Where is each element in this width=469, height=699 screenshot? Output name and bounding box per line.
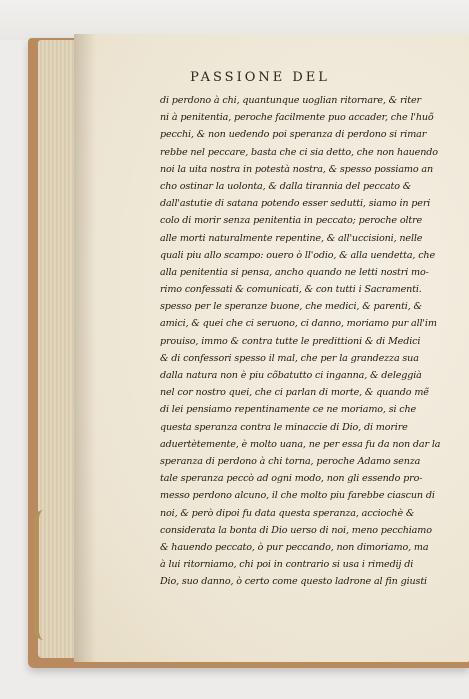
text-line: tale speranza peccò ad ogni modo, non gli essendo pro- [160, 473, 423, 485]
text-line: ni à penitentia, peroche facilmente puo accader, che l'huõ [160, 112, 434, 124]
text-line: aduertètemente, è molto uana, ne per essa fu da non dar la [160, 438, 441, 450]
text-line: considerata la bonta di Dio uerso di noi, meno pecchiamo [160, 524, 432, 536]
text-line: quali piu allo scampo: ouero ò ll'odio, & alla uendetta, che [160, 249, 435, 261]
text-line: alla penitentia si pensa, ancho quando ne letti nostri mo- [160, 266, 429, 278]
text-line: rimo confessati & comunicati, & con tutti i Sacramenti. [160, 284, 422, 296]
text-line: di lei pensiamo repentinamente ce ne moriamo, si che [160, 404, 417, 416]
text-line: prouiso, immo & contra tutte le predittioni & di Medici [160, 335, 421, 347]
text-line: spesso per le speranze buone, che medici, & parenti, & [160, 301, 422, 313]
text-line: noi la uita nostra in potestà nostra, & spesso possiamo an [160, 163, 433, 175]
text-line: dall'astutie di satana potendo esser sedutti, siamo in peri [160, 198, 431, 210]
text-line: & di confessori spesso il mal, che per la grandezza sua [160, 352, 419, 364]
text-line: Dio, suo danno, ò certo come questo ladrone al fin giusti [160, 576, 427, 588]
text-line: & hauendo peccato, ò pur peccando, non dimoriamo, ma [160, 541, 429, 553]
bookmark-ribbon [34, 510, 55, 640]
text-line: amici, & quei che ci seruono, ci danno, moriamo pur all'im [160, 318, 437, 330]
text-line: cho ostinar la uolonta, & dalla tirannia del peccato & [160, 180, 412, 192]
text-line: alle morti naturalmente repentine, & all'uccisioni, nelle [160, 232, 423, 244]
text-line: à lui ritorniamo, chi poi in contrario si usa i rimedij di [160, 559, 414, 571]
text-line: dalla natura non è piu cõbatutto ci inganna, & deleggià [160, 370, 422, 381]
running-head: PASSIONE DEL [190, 70, 330, 85]
text-line: pecchi, & non uedendo poi speranza di perdono si rimar [160, 129, 427, 141]
page-gutter-shadow [74, 34, 96, 662]
text-line: noi, & però dipoi fu data questa speranza, acciochè & [160, 507, 415, 519]
text-line: colo di morir senza penitentia in peccato; peroche oltre [160, 215, 423, 227]
page-text [160, 92, 442, 590]
text-line: messo perdono alcuno, il che molto piu farebbe ciascun di [160, 490, 435, 502]
text-line: speranza di perdono à chi torna, peroche Adamo senza [160, 455, 421, 467]
text-line: questa speranza contra le minaccie di Dio, di morire [160, 421, 408, 433]
text-line: di perdono à chi, quantunque uoglian ritornare, & riter [160, 95, 421, 106]
text-line: nel cor nostro quei, che ci parlan di morte, & quando mẽ [160, 387, 429, 399]
text-line: rebbe nel peccare, basta che ci sia detto, che non hauendo [160, 146, 438, 158]
